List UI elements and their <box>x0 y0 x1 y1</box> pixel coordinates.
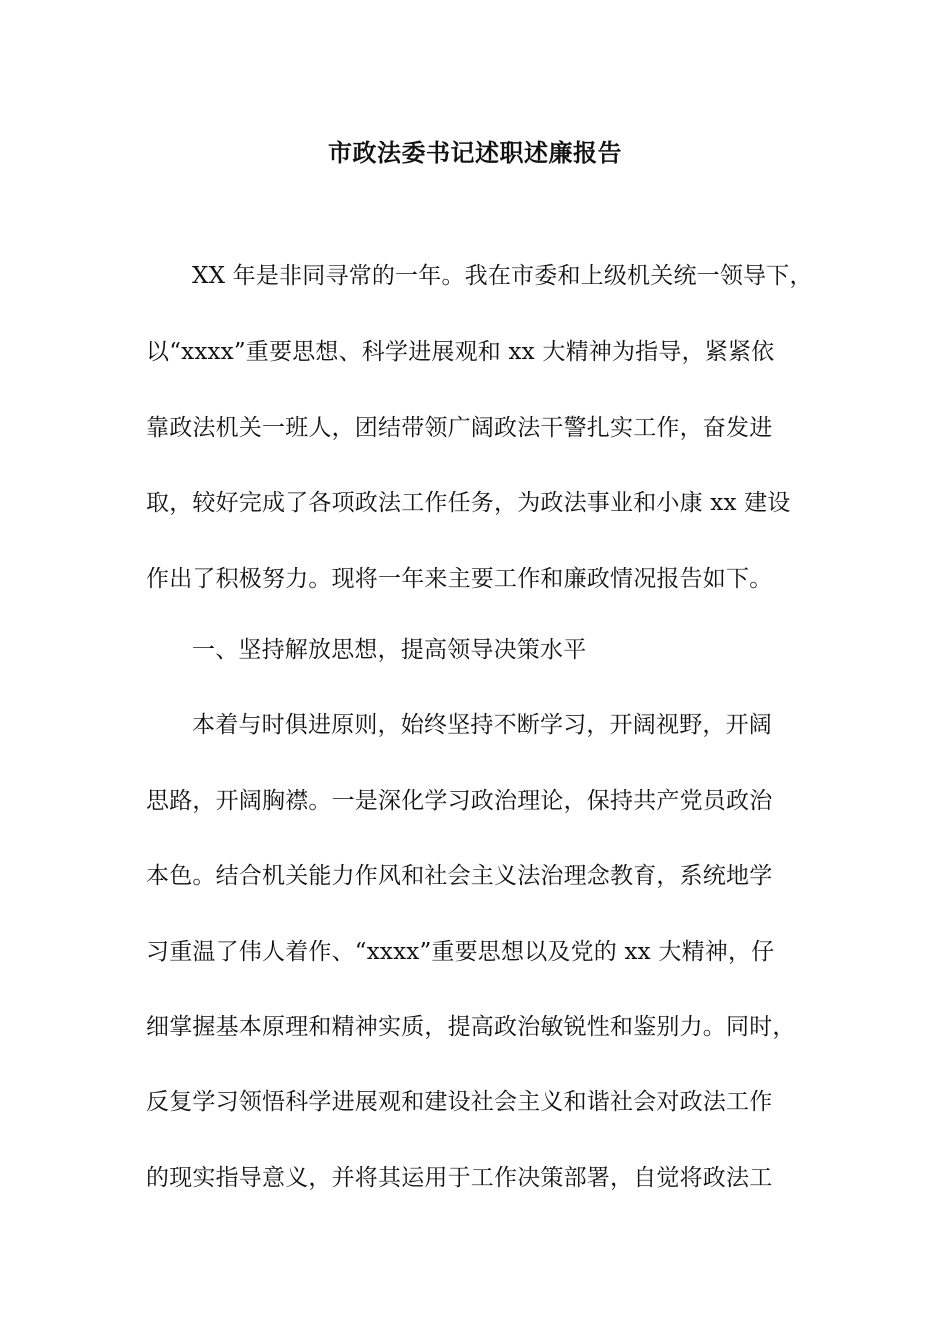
paragraph-line: 的现实指导意义，并将其运用于工作决策部署，自觉将政法工 <box>146 1165 773 1191</box>
paragraph-line: 反复学习领悟科学进展观和建设社会主义和谐社会对政法工作 <box>146 1089 773 1115</box>
section-heading: 一、坚持解放思想，提高领导决策水平 <box>192 637 587 663</box>
paragraph-line: 细掌握基本原理和精神实质，提高政治敏锐性和鉴别力。同时， <box>146 1014 796 1040</box>
document-title: 市政法委书记述职述廉报告 <box>328 138 622 167</box>
paragraph-line: 习重温了伟人着作、“xxxx”重要思想以及党的 xx 大精神，仔 <box>146 939 775 965</box>
paragraph-line: 本着与时俱进原则，始终坚持不断学习，开阔视野，开阔 <box>192 712 772 738</box>
paragraph-line: 思路，开阔胸襟。一是深化学习政治理论，保持共产党员政治 <box>146 788 773 814</box>
paragraph-line: 本色。结合机关能力作风和社会主义法治理念教育，系统地学 <box>146 863 773 889</box>
paragraph-line: 靠政法机关一班人，团结带领广阔政法干警扎实工作，奋发进 <box>146 415 773 441</box>
paragraph-line: 作出了积极努力。现将一年来主要工作和廉政情况报告如下。 <box>146 566 773 592</box>
paragraph-line: 以“xxxx”重要思想、科学进展观和 xx 大精神为指导，紧紧依 <box>146 339 775 365</box>
paragraph-line: XX 年是非同寻常的一年。我在市委和上级机关统一领导下， <box>192 263 813 289</box>
paragraph-line: 取，较好完成了各项政法工作任务，为政法事业和小康 xx 建设 <box>146 490 791 516</box>
